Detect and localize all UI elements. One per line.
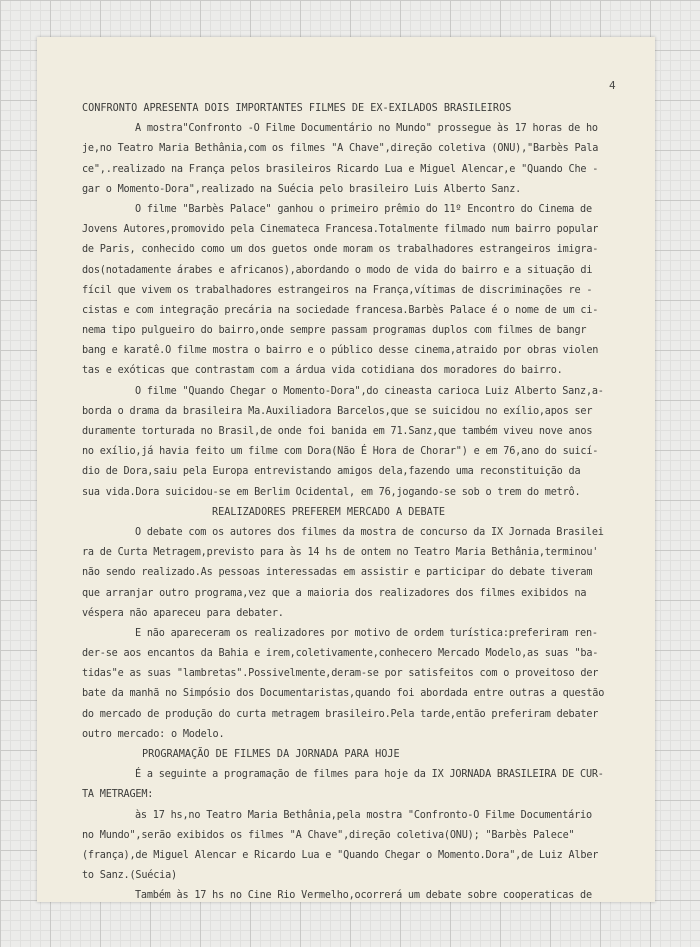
paragraph-line: bate da manhã no Simpósio dos Documentaristas,quando foi abordada entre outras a questão xyxy=(82,688,605,700)
paragraph-line: às 17 hs,no Teatro Maria Bethânia,pela mostra "Confronto-O Filme Documentário xyxy=(135,809,592,821)
paragraph-line: no exílio,já havia feito um filme com Dora(Não É Hora de Chorar") e em 76,ano do suicí- xyxy=(82,446,599,458)
paragraph-line: to Sanz.(Suécia) xyxy=(82,870,177,882)
paragraph-line: ra de Curta Metragem,previsto para às 14 hs de ontem no Teatro Maria Bethânia,terminou' xyxy=(82,547,599,559)
paragraph-line: dio de Dora,saiu pela Europa entrevistando amigos dela,fazendo uma reconstituição da xyxy=(82,466,581,478)
paragraph-line: que arranjar outro programa,vez que a maioria dos realizadores dos filmes exibidos na xyxy=(82,587,587,599)
paragraph-line: cistas e com integração precária na sociedade francesa.Barbès Palace é o nome de um ci- xyxy=(82,304,599,316)
page-number: 4 xyxy=(609,79,616,92)
paragraph-line: tidas"e as suas "lambretas".Possivelmente,deram-se por satisfeitos com o proveitoso der xyxy=(82,668,599,680)
paragraph-line: O filme "Barbès Palace" ganhou o primeiro prêmio do 11º Encontro do Cinema de xyxy=(135,203,592,215)
paragraph-line: O filme "Quando Chegar o Momento-Dora",do cineasta carioca Luiz Alberto Sanz,a- xyxy=(135,385,604,397)
document-body xyxy=(82,99,630,902)
paragraph-line: de Paris, conhecido como um dos guetos onde moram os trabalhadores estrangeiros imigra- xyxy=(82,244,599,256)
section-heading: PROGRAMAÇÃO DE FILMES DA JORNADA PARA HOJE xyxy=(142,749,400,760)
section-heading: REALIZADORES PREFEREM MERCADO A DEBATE xyxy=(212,506,446,518)
paragraph-line: je,no Teatro Maria Bethânia,com os filmes "A Chave",direção coletiva (ONU),"Barbès Pala xyxy=(82,143,599,155)
paragraph-line: fícil que vivem os trabalhadores estrangeiros na França,vítimas de discriminações re - xyxy=(82,284,593,296)
document-page xyxy=(37,37,655,902)
paragraph-line: ce",.realizado na França pelos brasileiros Ricardo Lua e Miguel Alencar,e "Quando Che - xyxy=(82,163,599,175)
paragraph-line: nema tipo pulgueiro do bairro,onde sempre passam programas duplos com filmes de bangr xyxy=(82,325,587,337)
paragraph-line: sua vida.Dora suicidou-se em Berlim Ocidental, em 76,jogando-se sob o trem do metrô. xyxy=(82,486,581,498)
paragraph-line: não sendo realizado.As pessoas interessadas em assistir e participar do debate tiveram xyxy=(82,567,593,579)
paragraph-line: O debate com os autores dos filmes da mostra de concurso da IX Jornada Brasilei xyxy=(135,526,604,538)
paragraph-line: TA METRAGEM: xyxy=(82,789,154,801)
paragraph-line: der-se aos encantos da Bahia e irem,coletivamente,conhecero Mercado Modelo,as suas "ba- xyxy=(82,648,599,660)
paragraph-line: É a seguinte a programação de filmes para hoje da IX JORNADA BRASILEIRA DE CUR- xyxy=(135,769,604,781)
paragraph-line: dos(notadamente árabes e africanos),abordando o modo de vida do bairro e a situação di xyxy=(82,264,593,276)
paragraph-line: outro mercado: o Modelo. xyxy=(82,728,225,740)
paragraph-line: no Mundo",serão exibidos os filmes "A Chave",direção coletiva(ONU); "Barbès Palece" xyxy=(82,829,575,841)
paragraph-line: tas e exóticas que contrastam com a árdua vida cotidiana dos moradores do bairro. xyxy=(82,365,563,377)
paragraph-line: bang e karatê.O filme mostra o bairro e o público desse cinema,atraido por obras violen xyxy=(82,345,599,357)
paragraph-line: gar o Momento-Dora",realizado na Suécia pelo brasileiro Luis Alberto Sanz. xyxy=(82,183,522,195)
paragraph-line: duramente torturada no Brasil,de onde foi banida em 71.Sanz,que também viveu nove anos xyxy=(82,426,593,437)
main-headline: CONFRONTO APRESENTA DOIS IMPORTANTES FILMES DE EX-EXILADOS BRASILEIROS xyxy=(82,103,512,114)
paragraph-line: Também às 17 hs no Cine Rio Vermelho,ocorrerá um debate sobre cooperaticas de xyxy=(135,890,592,902)
paragraph-line: do mercado de produção do curta metragem brasileiro.Pela tarde,então preferiram debater xyxy=(82,708,599,720)
paragraph-line: borda o drama da brasileira Ma.Auxiliadora Barcelos,que se suicidou no exílio,apos ser xyxy=(82,405,593,417)
paragraph-line: véspera não apareceu para debater. xyxy=(82,607,284,619)
paragraph-line: A mostra"Confronto -O Filme Documentário no Mundo" prossegue às 17 horas de ho xyxy=(135,123,598,135)
paragraph-line: Jovens Autores,promovido pela Cinemateca Francesa.Totalmente filmado num bairro popular xyxy=(82,224,599,236)
paragraph-line: (frança),de Miguel Alencar e Ricardo Lua e "Quando Chegar o Momento.Dora",de Luiz Alber xyxy=(82,849,599,861)
paragraph-line: E não apareceram os realizadores por motivo de ordem turística:preferiram ren- xyxy=(135,627,598,639)
